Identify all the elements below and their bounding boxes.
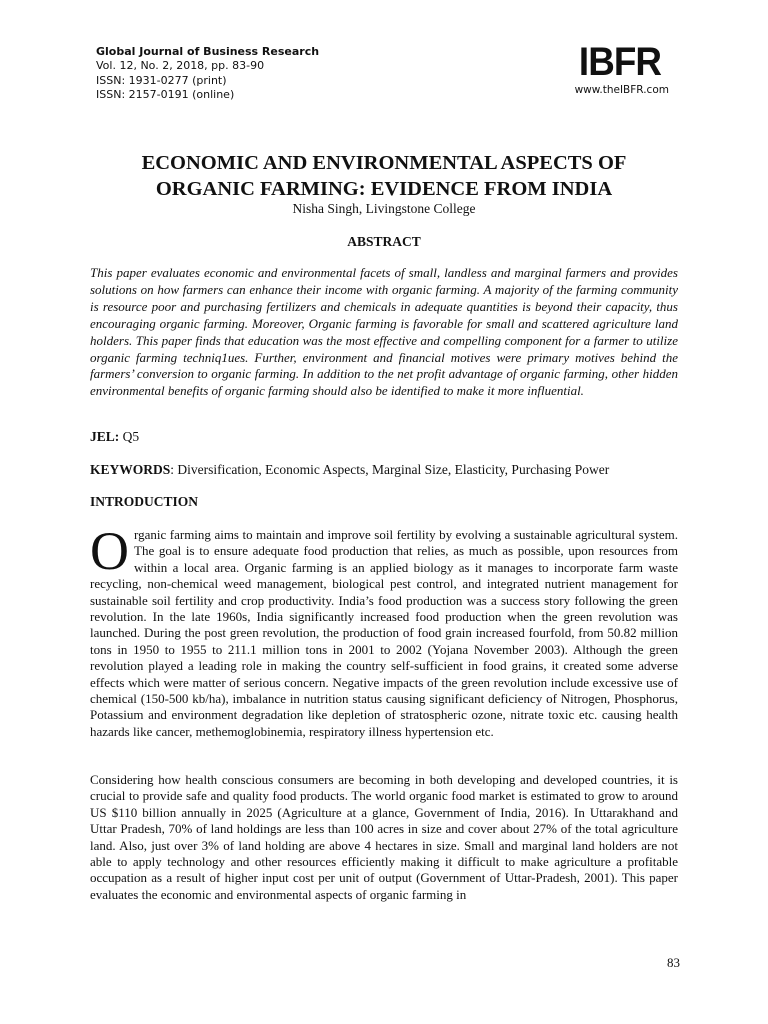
keywords-label: KEYWORDS	[90, 462, 171, 477]
jel-line	[90, 429, 139, 445]
logo-url: www.theIBFR.com	[574, 84, 669, 96]
intro-paragraph-2: Considering how health conscious consumers are becoming in both developing and developed countries, it is crucial to provide safe and quality food products. The world organic food market is estimated to grow to around US $110 billion annually in 2025 (Agriculture at a glance, Government of India, 2016). In Uttarakhand and Uttar Pradesh, 70% of land holdings are less than 100 acres in size and cover about 27% of the total agriculture land. Also, just over 3% of land holding are above 4 hectares in size. Small and marginal land holders are not able to apply technology and other resources efficiently making it difficult to make agriculture a profitable occupation as a result of higher input cost per unit of output (Government of Uttar-Pradesh, 2001). This paper evaluates the economic and environmental aspects of organic farming in	[90, 772, 678, 902]
drop-cap: O	[90, 521, 129, 581]
jel-label: JEL:	[90, 429, 120, 444]
journal-info	[96, 45, 319, 103]
journal-volume: Vol. 12, No. 2, 2018, pp. 83-90	[96, 59, 265, 73]
logo-text: IBFR	[578, 40, 662, 84]
intro-paragraph-1-text: rganic farming aims to maintain and improve soil fertility by evolving a sustainable agricultural system. The goal is to ensure adequate food production that relies, as much as possible, upon resources from within a local area. Organic farming is an applied biology as it manages to incorporate farm waste recycling, non-chemical weed management, biological pest control, and integrated nutrient management for sustainable soil fertility and crop productivity. India’s food production was a success story following the green revolution. In the late 1960s, India significantly increased food production when the green revolution was launched. During the post green revolution, the production of food grain increased fourfold, from 50.82 million tons in 1950 to 1955 to 211.1 million tons in 2001 to 2002 (Yojana November 2003). Although the green revolution played a leading role in making the country self-sufficient in food grains, it created some adverse effects which were matter of serious concern. Negative impacts of the green revolution include excessive use of chemical (150-500 kb/ha), imbalance in nutrition status causing significant deficiency of Nitrogen, Phosphorus, Potassium and environment degradation like depletion of stratospheric ozone, nitrate toxic etc. causing health hazards like cancer, methemoglobinemia, respiratory illness hypertension etc.	[90, 527, 678, 739]
issn-online: ISSN: 2157-0191 (online)	[96, 88, 235, 102]
author-line: Nisha Singh, Livingstone College	[292, 201, 476, 216]
intro-paragraph-1	[90, 521, 678, 740]
paper-title: ECONOMIC AND ENVIRONMENTAL ASPECTS OF ORGANIC FARMING: EVIDENCE FROM INDIA	[141, 152, 627, 200]
introduction-heading: INTRODUCTION	[90, 494, 199, 509]
journal-name: Global Journal of Business Research	[96, 45, 320, 58]
issn-print: ISSN: 1931-0277 (print)	[96, 73, 227, 87]
keywords-value: : Diversification, Economic Aspects, Marginal Size, Elasticity, Purchasing Power	[170, 462, 610, 477]
jel-value: Q5	[119, 429, 140, 444]
page-number: 83	[667, 955, 680, 970]
ibfr-logo	[565, 42, 675, 96]
keywords-line	[90, 462, 680, 478]
abstract-text: This paper evaluates economic and environmental facets of small, landless and marginal farmers and provides solutions on how farmers can enhance their income with organic farming. A majority of the farming community is resource poor and purchasing fertilizers and chemicals in adequate quantities is beyond their capacity, thus encouraging organic farming. Moreover, Organic farming is favorable for small and scattered agriculture land holders. This paper finds that education was the most effective and compelling component for a farmer to utilize organic farming techniq1ues. Further, environment and financial motives were primary motives behind the farmers’ conversion to organic farming. In addition to the net profit advantage of organic farming, other hidden environmental benefits of organic farming should also be identified to make it more influential.	[90, 265, 678, 399]
abstract-heading: ABSTRACT	[347, 234, 421, 249]
